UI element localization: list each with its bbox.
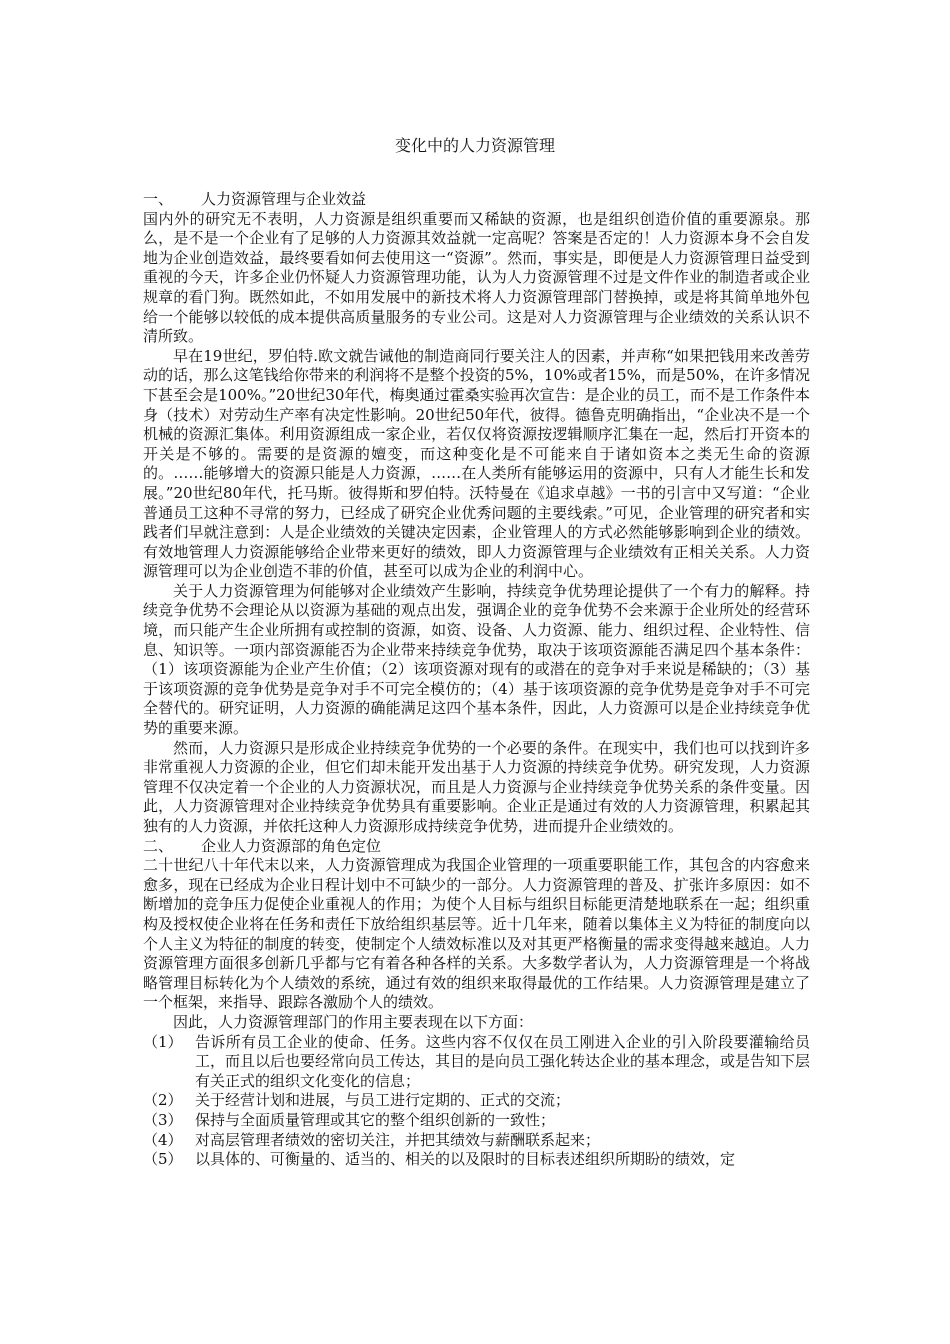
section-title: 人力资源管理与企业效益 (201, 190, 367, 208)
paragraph: 然而，人力资源只是形成企业持续竞争优势的一个必要的条件。在现实中，我们也可以找到许多非常重视人力资源的企业，但它们却未能开发出基于人力资源的持续竞争优势。研究发现，人力资源管理不仅决定着一个企业的人力资源状况，而且是人力资源与企业持续竞争优势关系的条件变量。因此，人力资源管理对企业持续竞争优势具有重要影响。企业正是通过有效的人力资源管理，积累起其独有的人力资源，并依托这种人力资源形成持续竞争优势，进而提升企业绩效的。 (143, 738, 810, 835)
section-heading-2 (143, 837, 810, 857)
document-body (143, 190, 810, 1170)
paragraph: 国内外的研究无不表明，人力资源是组织重要而又稀缺的资源，也是组织创造价值的重要源泉。那么，是不是一个企业有了足够的人力资源其效益就一定高呢？答案是否定的！人力资源本身不会自发地为企业创造效益，最终要看如何去使用这一“资源”。然而，事实是，即便是人力资源管理日益受到重视的今天，许多企业仍怀疑人力资源管理功能，认为人力资源管理不过是文件作业的制造者或企业规章的看门狗。既然如此，不如用发展中的新技术将人力资源管理部门替换掉，或是将其简单地外包给一个能够以较低的成本提供高质量服务的专业公司。这是对人力资源管理与企业绩效的关系认识不清所致。 (143, 209, 810, 346)
list-item (143, 1091, 810, 1111)
paragraph: 早在19世纪，罗伯特.欧文就告诫他的制造商同行要关注人的因素，并声称“如果把钱用来改善劳动的话，那么这笔钱给你带来的利润将不是整个投资的5%，10%或者15%，而是50%，在许多情况下甚至会是100%。”20世纪30年代，梅奥通过霍桑实验再次宣告：是企业的员工，而不是工作条件本身（技术）对劳动生产率有决定性影响。20世纪50年代，彼得。德鲁克明确指出，“企业决不是一个机械的资源汇集体。利用资源组成一家企业，若仅仅将资源按逻辑顺序汇集在一起，然后打开资本的开关是不够的。需要的是资源的嬗变，而这种变化是不可能来自于诸如资本之类无生命的资源的。……能够增大的资源只能是人力资源，……在人类所有能够运用的资源中，只有人才能生长和发展。”20世纪80年代，托马斯。彼得斯和罗伯特。沃特曼在《追求卓越》一书的引言中又写道：“企业普通员工这种不寻常的努力，已经成了研究企业优秀问题的主要线索。”可见，企业管理的研究者和实践者们早就注意到：人是企业绩效的关键决定因素，企业管理人的方式必然能够影响到企业的绩效。有效地管理人力资源能够给企业带来更好的绩效，即人力资源管理与企业绩效有正相关关系。人力资源管理可以为企业创造不菲的价值，甚至可以成为企业的利润中心。 (143, 346, 810, 581)
list-item-text: 告诉所有员工企业的使命、任务。这些内容不仅仅在员工刚进入企业的引入阶段要灌输给员工，而且以后也要经常向员工传达，其目的是向员工强化转达企业的基本理念，或是告知下层有关正式的组织文化变化的信息； (195, 1032, 811, 1090)
section-title: 企业人力资源部的角色定位 (201, 836, 382, 855)
list-item-text: 关于经营计划和进展，与员工进行定期的、正式的交流； (195, 1091, 571, 1110)
document-title: 变化中的人力资源管理 (394, 136, 555, 155)
list-item-number: （5） (143, 1150, 183, 1169)
list-item (143, 1033, 810, 1092)
list-item-number: （1） (143, 1032, 183, 1051)
paragraph: 因此，人力资源管理部门的作用主要表现在以下方面： (173, 1012, 534, 1031)
list-item-text: 以具体的、可衡量的、适当的、相关的以及限时的目标表述组织所期盼的绩效，定 (195, 1150, 736, 1169)
section-number: 二、 (143, 836, 174, 855)
section-number: 一、 (143, 190, 174, 208)
paragraph: 二十世纪八十年代末以来，人力资源管理成为我国企业管理的一项重要职能工作，其包含的内容愈来愈多，现在已经成为企业日程计划中不可缺少的一部分。人力资源管理的普及、扩张许多原因：如不断增加的竞争压力促使企业重视人的作用；为使个人目标与组织目标能更清楚地联系在一起；组织重构及授权使企业将在任务和责任下放给组织基层等。近十几年来，随着以集体主义为特征的制度向以个人主义为特征的制度的转变，使制定个人绩效标准以及对其更严格衡量的需求变得越来越迫。人力资源管理方面很多创新几乎都与它有着各种各样的关系。大多数学者认为，人力资源管理是一个将战略管理目标转化为个人绩效的系统，通过有效的组织来取得最优的工作结果。人力资源管理是建立了一个框架，来指导、跟踪各激励个人的绩效。 (143, 856, 810, 1012)
list-item (143, 1131, 810, 1151)
list-item (143, 1150, 810, 1170)
list-item-text: 对高层管理者绩效的密切关注，并把其绩效与薪酬联系起来； (195, 1130, 601, 1149)
section-heading-1 (143, 190, 810, 210)
list-item-text: 保持与全面质量管理或其它的整个组织创新的一致性； (195, 1110, 556, 1129)
paragraph: 关于人力资源管理为何能够对企业绩效产生影响，持续竞争优势理论提供了一个有力的解释。持续竞争优势不会理论从以资源为基础的观点出发，强调企业的竞争优势不会来源于企业所处的经营环境，而只能产生企业所拥有或控制的资源，如资、设备、人力资源、能力、组织过程、企业特性、信息、知识等。一项内部资源能否为企业带来持续竞争优势，取决于该项资源能否满足四个基本条件：（1）该项资源能为企业产生价值；（2）该项资源对现有的或潜在的竞争对手来说是稀缺的；（3）基于该项资源的竞争优势是竞争对手不可完全模仿的；（4）基于该项资源的竞争优势是竞争对手不可完全替代的。研究证明，人力资源的确能满足这四个基本条件，因此，人力资源可以是企业持续竞争优势的重要来源。 (143, 581, 810, 738)
list-item-number: （2） (143, 1091, 183, 1110)
list-item (143, 1111, 810, 1131)
list-item-number: （4） (143, 1130, 183, 1149)
list-item-number: （3） (143, 1110, 183, 1129)
